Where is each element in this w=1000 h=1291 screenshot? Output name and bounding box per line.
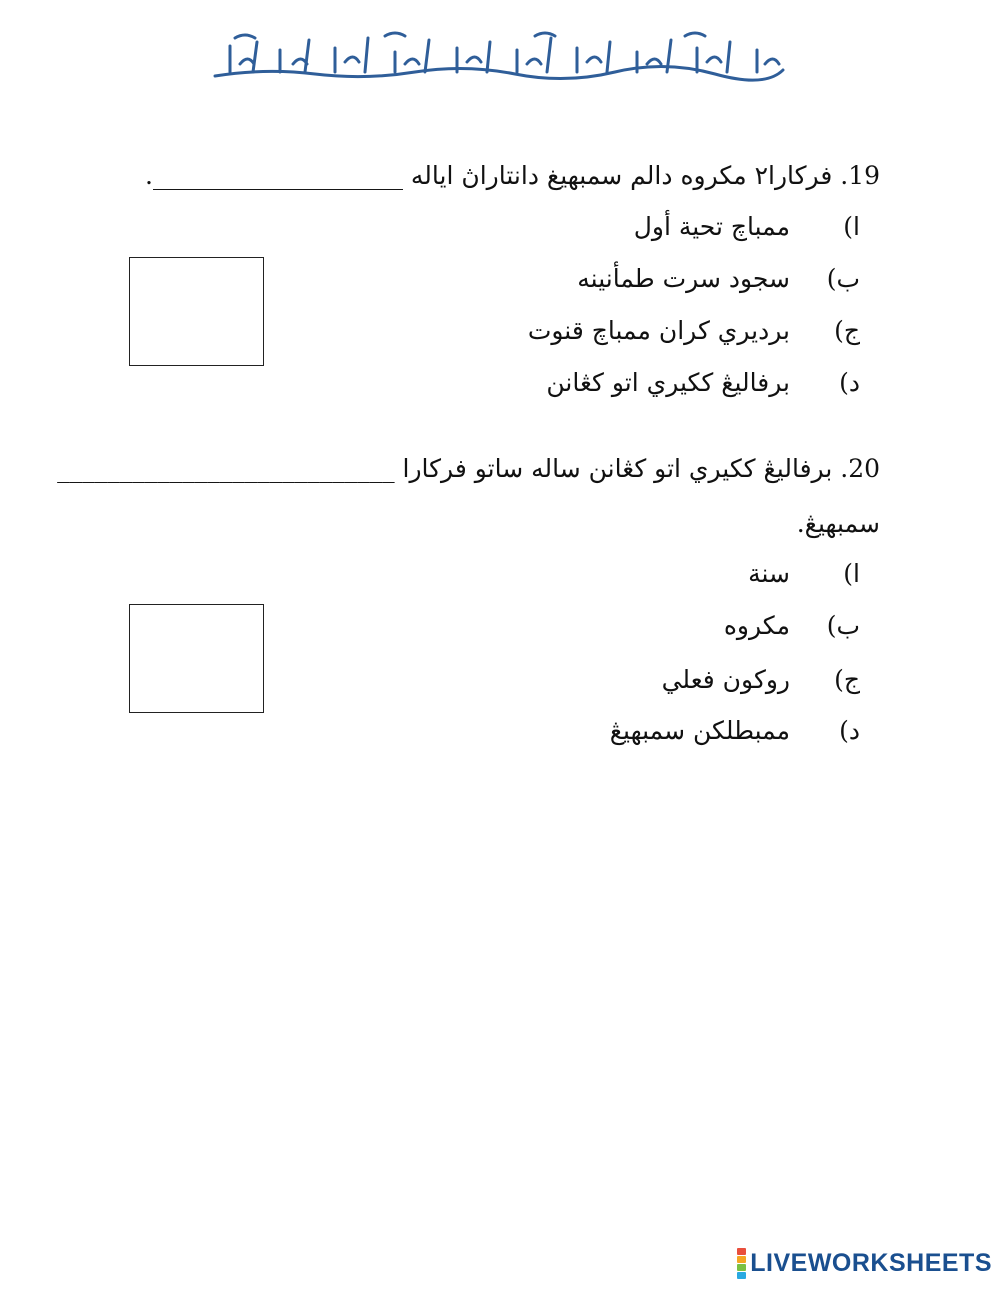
brand-name: LIVEWORKSHEETS <box>750 1248 992 1277</box>
option-text: ممبطلکن سمبهيڠ <box>609 716 790 745</box>
mark-block <box>737 1256 746 1263</box>
question-20-option-b[interactable] <box>724 608 860 644</box>
option-letter: ج) <box>834 316 860 345</box>
option-letter: د) <box>839 716 860 745</box>
option-text: روکون فعلي <box>661 665 790 694</box>
option-text: سجود سرت طمأنينه <box>577 264 790 293</box>
question-19-option-d[interactable] <box>546 365 860 401</box>
question-20-option-a[interactable] <box>748 556 860 592</box>
mark-block <box>737 1272 746 1279</box>
calligraphy-header <box>205 28 790 84</box>
option-text: سنة <box>748 559 790 588</box>
question-19-option-b[interactable] <box>577 261 860 297</box>
mark-block <box>737 1264 746 1271</box>
question-19-option-c[interactable] <box>528 313 860 349</box>
question-19-text: 19. فرکارا٢ مکروه دالم سمبهيغ دانتاراڽ اياله ____________________. <box>145 161 880 190</box>
option-text: برفاليڠ ککيري اتو کڠانن <box>546 368 790 397</box>
option-text: برديري کران ممباچ قنوت <box>527 316 790 345</box>
option-letter: د) <box>839 368 860 397</box>
liveworksheets-mark-icon <box>737 1248 746 1279</box>
question-20-option-d[interactable] <box>610 713 860 749</box>
question-19-option-a[interactable] <box>634 209 860 245</box>
option-letter: ا) <box>843 559 860 588</box>
option-letter: ب) <box>826 611 860 640</box>
school-header-logo <box>205 28 790 84</box>
option-letter: ب) <box>826 264 860 293</box>
option-letter: ا) <box>843 212 860 241</box>
option-text: مکروه <box>723 611 790 640</box>
option-letter: ج) <box>834 665 860 694</box>
option-text: ممباچ تحية أول <box>633 212 790 241</box>
question-20-text: 20. برفاليڠ ککيري اتو کڠانن ساله ساتو فرکارا ___________________________ <box>57 454 880 483</box>
question-20-answer-box[interactable] <box>129 604 264 713</box>
liveworksheets-logo[interactable] <box>737 1249 992 1277</box>
mark-block <box>737 1248 746 1255</box>
question-20-text-continued: سمبهيڠ. <box>796 509 880 538</box>
question-20-option-c[interactable] <box>662 662 860 698</box>
question-19-answer-box[interactable] <box>129 257 264 366</box>
